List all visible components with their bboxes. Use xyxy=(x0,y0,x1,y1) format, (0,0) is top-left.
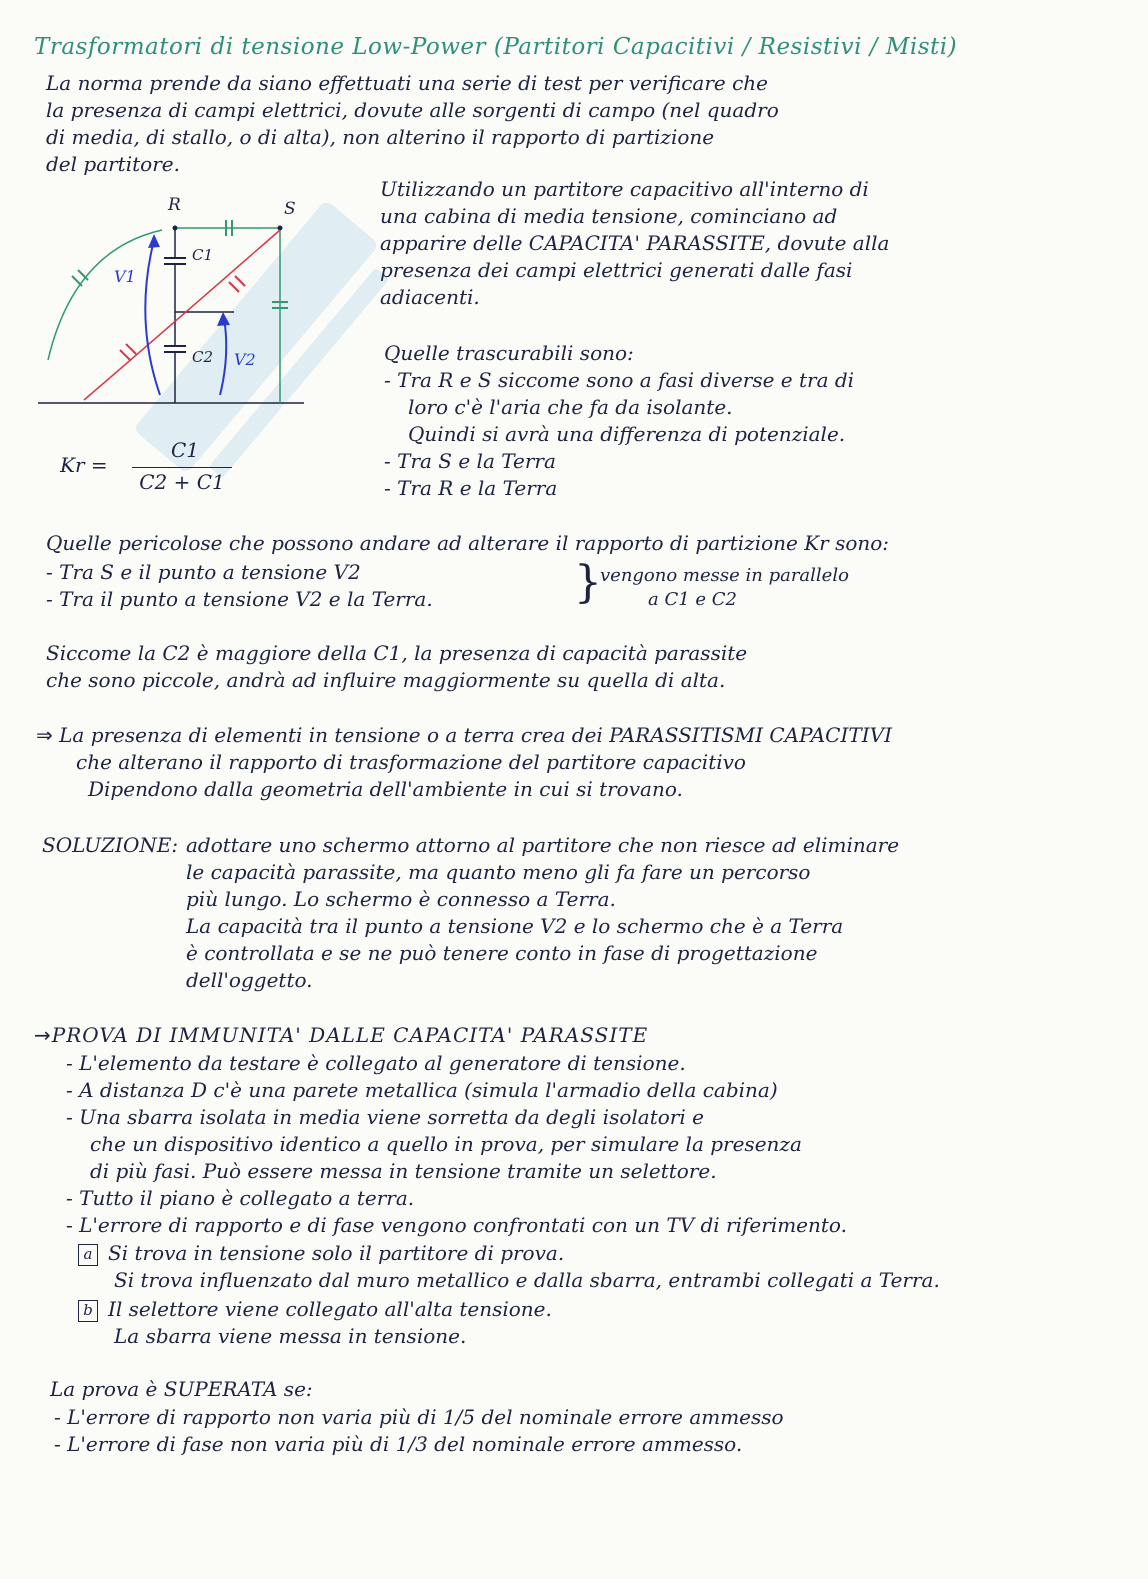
paragraph-line: apparire delle CAPACITA' PARASSITE, dovute alla xyxy=(380,231,890,255)
case-b-label: b xyxy=(78,1300,98,1322)
v2-arrow xyxy=(220,318,226,395)
paragraph-line: più lungo. Lo schermo è connesso a Terra. xyxy=(186,887,616,911)
siccome-paragraph xyxy=(46,640,747,694)
paragraph-line: che sono piccole, andrà ad influire maggiormente su quella di alta. xyxy=(46,668,726,692)
node-s xyxy=(278,226,283,231)
paragraph-line: dell'oggetto. xyxy=(186,968,313,992)
pericolose-list xyxy=(46,559,433,613)
formula-lhs: Kr = xyxy=(60,453,108,477)
v1-arrowhead xyxy=(148,234,160,248)
paragraph-line: adottare uno schermo attorno al partitore che non riesce ad eliminare xyxy=(186,833,900,857)
intro-line: la presenza di campi elettrici, dovute alle sorgenti di campo (nel quadro xyxy=(46,98,779,122)
list-item: - Tra R e la Terra xyxy=(384,476,558,500)
list-item: di più fasi. Può essere messa in tensione tramite un selettore. xyxy=(90,1159,717,1183)
brace: } xyxy=(574,557,602,608)
parassitismi-paragraph xyxy=(36,722,892,803)
list-item: Quindi si avrà una differenza di potenziale. xyxy=(408,422,846,446)
intro-line: di media, di stallo, o di alta), non alterino il rapporto di partizione xyxy=(46,125,715,149)
paragraph-line: Utilizzando un partitore capacitivo all'interno di xyxy=(380,177,869,201)
list-heading: Quelle trascurabili sono: xyxy=(384,341,634,365)
list-item: - L'errore di rapporto e di fase vengono confrontati con un TV di riferimento. xyxy=(66,1213,847,1237)
note-line: vengono messe in parallelo xyxy=(600,565,849,586)
intro-line: La norma prende da siano effettuati una serie di test per verificare che xyxy=(46,71,768,95)
kr-formula xyxy=(60,438,230,498)
v2-arrowhead xyxy=(217,312,230,326)
list-item: - A distanza D c'è una parete metallica (simula l'armadio della cabina) xyxy=(66,1078,778,1102)
stray-cap-r-plate xyxy=(72,276,82,286)
prova-list xyxy=(66,1050,847,1239)
label-r: R xyxy=(168,195,181,215)
soluzione-paragraph xyxy=(186,832,899,994)
formula-denominator: C2 + C1 xyxy=(139,470,225,494)
label-s: S xyxy=(284,199,296,219)
case-a xyxy=(78,1240,940,1294)
case-line: La sbarra viene messa in tensione. xyxy=(114,1324,467,1348)
list-item: - Tra R e S siccome sono a fasi diverse e tra di xyxy=(384,368,855,392)
formula-numerator: C1 xyxy=(170,438,200,462)
paragraph-line: Siccome la C2 è maggiore della C1, la presenza di capacità parassite xyxy=(46,641,748,665)
list-item: - L'elemento da testare è collegato al generatore di tensione. xyxy=(66,1051,686,1075)
case-line: Si trova influenzato dal muro metallico e dalla sbarra, entrambi collegati a Terra. xyxy=(114,1268,940,1292)
trascurabili-list xyxy=(384,340,854,502)
paragraph-line: una cabina di media tensione, cominciano ad xyxy=(380,204,838,228)
superata-list xyxy=(54,1404,784,1458)
label-c2: C2 xyxy=(192,348,214,366)
stray-cap-diagonal-plate xyxy=(120,350,130,360)
list-item: - Tra il punto a tensione V2 e la Terra. xyxy=(46,587,433,611)
intro-line: del partitore. xyxy=(46,152,180,176)
stray-cap-diagonal xyxy=(84,230,280,400)
label-c1: C1 xyxy=(192,246,214,264)
label-v1: V1 xyxy=(114,267,136,286)
prova-heading xyxy=(34,1022,648,1049)
list-item: - Tutto il piano è collegato a terra. xyxy=(66,1186,415,1210)
paragraph-line: La presenza di elementi in tensione o a terra crea dei PARASSITISMI CAPACITIVI xyxy=(59,723,892,747)
list-item: - L'errore di rapporto non varia più di 1/5 del nominale errore ammesso xyxy=(54,1405,784,1429)
list-item: - L'errore di fase non varia più di 1/3 del nominale errore ammesso. xyxy=(54,1432,743,1456)
list-item: - Tra S e il punto a tensione V2 xyxy=(46,560,361,584)
case-line: Si trova in tensione solo il partitore di prova. xyxy=(108,1241,565,1265)
paragraph-line: le capacità parassite, ma quanto meno gli fa fare un percorso xyxy=(186,860,811,884)
paragraph-line: Dipendono dalla geometria dell'ambiente in cui si trovano. xyxy=(88,777,683,801)
case-a-label: a xyxy=(78,1244,98,1266)
stray-cap-diagonal-plate xyxy=(235,276,245,286)
page-title: Trasformatori di tensione Low-Power (Partitori Capacitivi / Resistivi / Misti) xyxy=(34,34,958,60)
soluzione-label: SOLUZIONE: xyxy=(42,833,179,857)
stray-cap-diagonal-plate xyxy=(126,344,136,354)
stray-cap-diagonal-plate xyxy=(229,282,239,292)
arrow-icon: → xyxy=(34,1023,52,1047)
superata-heading: La prova è SUPERATA se: xyxy=(50,1377,313,1401)
intro-paragraph xyxy=(46,70,779,178)
list-item: - Una sbarra isolata in media viene sorretta da degli isolatori e xyxy=(66,1105,704,1129)
list-item: loro c'è l'aria che fa da isolante. xyxy=(408,395,733,419)
case-line: Il selettore viene collegato all'alta tensione. xyxy=(108,1297,552,1321)
prova-title: PROVA DI IMMUNITA' DALLE CAPACITA' PARASSITE xyxy=(51,1023,649,1047)
paragraph-line: è controllata e se ne può tenere conto in fase di progettazione xyxy=(186,941,818,965)
paragraph-line: adiacenti. xyxy=(380,285,480,309)
list-item: - Tra S e la Terra xyxy=(384,449,556,473)
paragraph-line: che alterano il rapporto di trasformazione del partitore capacitivo xyxy=(76,750,746,774)
case-b xyxy=(78,1296,552,1350)
formula-fraction-bar xyxy=(132,467,232,468)
paragraph-line: La capacità tra il punto a tensione V2 e lo schermo che è a Terra xyxy=(186,914,844,938)
note-line: a C1 e C2 xyxy=(648,589,737,610)
label-v2: V2 xyxy=(234,350,256,369)
list-item: che un dispositivo identico a quello in prova, per simulare la presenza xyxy=(90,1132,802,1156)
partitore-diagram xyxy=(34,190,324,420)
v1-arrow xyxy=(145,240,160,395)
pericolose-heading: Quelle pericolose che possono andare ad alterare il rapporto di partizione Kr sono: xyxy=(46,531,890,555)
parallel-note xyxy=(600,564,849,612)
paragraph-line: presenza dei campi elettrici generati dalle fasi xyxy=(380,258,853,282)
capacita-parassite-paragraph xyxy=(380,176,889,311)
implies-icon: ⇒ xyxy=(36,723,53,747)
